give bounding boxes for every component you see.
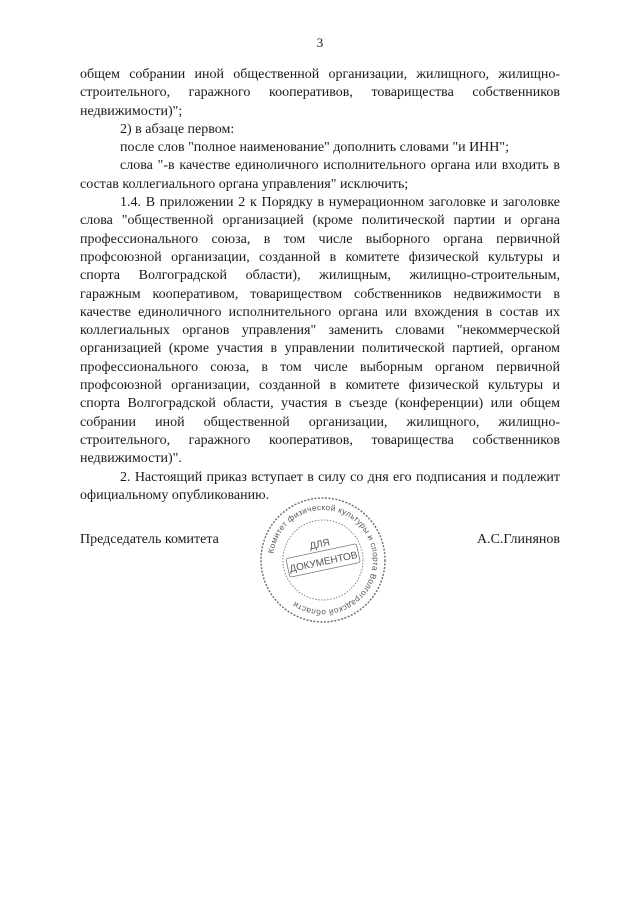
paragraph-2: 2. Настоящий приказ вступает в силу со дня его подписания и подлежит официальному опубликованию. [80, 469, 560, 503]
stamp-seal-graphic [258, 495, 388, 625]
paragraph-add-inn: после слов "полное наименование" дополнить словами "и ИНН"; [120, 140, 510, 156]
signatory-name: А.С.Глинянов [476, 532, 560, 547]
stamp-center-line2: ДОКУМЕНТОВ [288, 549, 359, 576]
paragraph-item-2: 2) в абзаце первом: [120, 121, 235, 137]
stamp-ring-text: Комитет физической культуры и спорта Волгоградской области [266, 502, 381, 618]
page-number: 3 [316, 35, 324, 50]
document-body [80, 66, 560, 505]
paragraph-1-4: 1.4. В приложении 2 к Порядку в нумерационном заголовке и заголовке слова "общественной организацией (кроме политической партии и органа профессионального союза, в том числе выборного органа первичной профсоюзной организации, созданной в комитете физической культуры и спорта Волгоградской области), жилищным, жилищно-строительным, гаражным кооперативом, товариществом собственников недвижимости в качестве единоличного исполнительного органа или вхождения в состав их коллегиальных органов управления" заменить словами "некоммерческой организацией (кроме участия в управлении политической партией, органом профессионального союза, в том числе выборным органом первичной профсоюзной организации, созданной в комитете физической культуры и спорта Волгоградской области, участия в съезде (конференции) или общем собрании иной общественной организации, жилищного, жилищно-строительного, гаражного кооперативов, товарищества собственников недвижимости)". [80, 195, 560, 467]
paragraph-exclude: слова "-в качестве единоличного исполнительного органа или входить в состав коллегиального органа управления" исключить; [80, 158, 560, 192]
signatory-position: Председатель комитета [80, 532, 219, 547]
paragraph-continuation: общем собрании иной общественной организации, жилищного, жилищно-строительного, гаражного кооперативов, товарищества собственников недвижимости)"; [80, 67, 560, 119]
stamp-center-line1: ДЛЯ [308, 537, 331, 553]
official-stamp [258, 495, 388, 625]
